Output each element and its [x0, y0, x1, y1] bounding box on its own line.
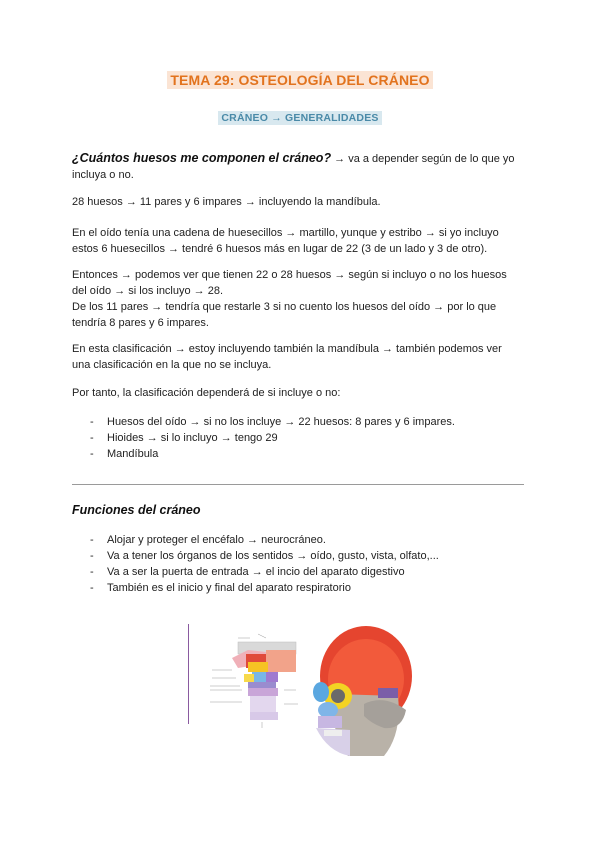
skull-anatomy-illustration [188, 624, 416, 764]
list-item: - Huesos del oído → si no los incluye → 22 huesos: 8 pares y 6 impares. [90, 414, 455, 430]
paragraph-conclusion [72, 267, 532, 331]
classification-line-2: una clasificación en la que no se incluya. [72, 359, 272, 371]
section-subtitle: CRÁNEO → GENERALIDADES [218, 111, 381, 125]
section-heading-functions: Funciones del cráneo [72, 503, 201, 517]
list-item: - También es el inicio y final del aparato respiratorio [90, 580, 439, 596]
conclusion-line-4: tendría 8 pares y 6 impares. [72, 317, 209, 329]
list-item: - Va a ser la puerta de entrada → el incio del aparato digestivo [90, 564, 439, 580]
subtitle-container [0, 108, 600, 126]
list-item: - Alojar y proteger el encéfalo → neurocráneo. [90, 532, 439, 548]
paragraph-classification [72, 341, 532, 373]
conclusion-line-1: Entonces → podemos ver que tienen 22 o 28 huesos → según si incluyo o no los huesos [72, 269, 507, 281]
classification-line-1: En esta clasificación → estoy incluyendo también la mandíbula → también podemos ver [72, 343, 502, 355]
page-title: TEMA 29: OSTEOLOGÍA DEL CRÁNEO [167, 71, 432, 89]
list-item: - Hioides → si lo incluyo → tengo 29 [90, 430, 455, 446]
bullet-list-bones [90, 414, 455, 462]
skull-illustration [313, 626, 412, 756]
question-line2: incluya o no. [72, 169, 134, 181]
paragraph-bone-count: 28 huesos → 11 pares y 6 impares → incluyendo la mandíbula. [72, 196, 381, 208]
list-item: - Mandíbula [90, 446, 455, 462]
list-item: - Va a tener los órganos de los sentidos → oído, gusto, vista, olfato,... [90, 548, 439, 564]
question-paragraph [72, 150, 532, 183]
horizontal-divider [72, 484, 524, 485]
question-text: ¿Cuántos huesos me componen el cráneo? [72, 151, 332, 165]
bullet-list-functions [90, 532, 439, 596]
conclusion-line-3: De los 11 pares → tendría que restarle 3 si no cuento los huesos del oído → por lo que [72, 301, 497, 313]
conclusion-line-2: del oído → si los incluyo → 28. [72, 285, 224, 297]
paragraph-ossicles [72, 225, 532, 257]
paragraph-therefore: Por tanto, la clasificación dependerá de si incluye o no: [72, 387, 341, 399]
ossicles-line-2: estos 6 huesecillos → tendré 6 huesos más en lugar de 22 (3 de un lado y 3 de otro). [72, 243, 488, 255]
skull-bones-schematic [210, 634, 298, 728]
question-tail: → va a depender según de lo que yo [331, 153, 515, 165]
ossicles-line-1: En el oído tenía una cadena de huesecillos → martillo, yunque y estribo → si yo incluyo [72, 227, 499, 239]
title-container [0, 71, 600, 90]
